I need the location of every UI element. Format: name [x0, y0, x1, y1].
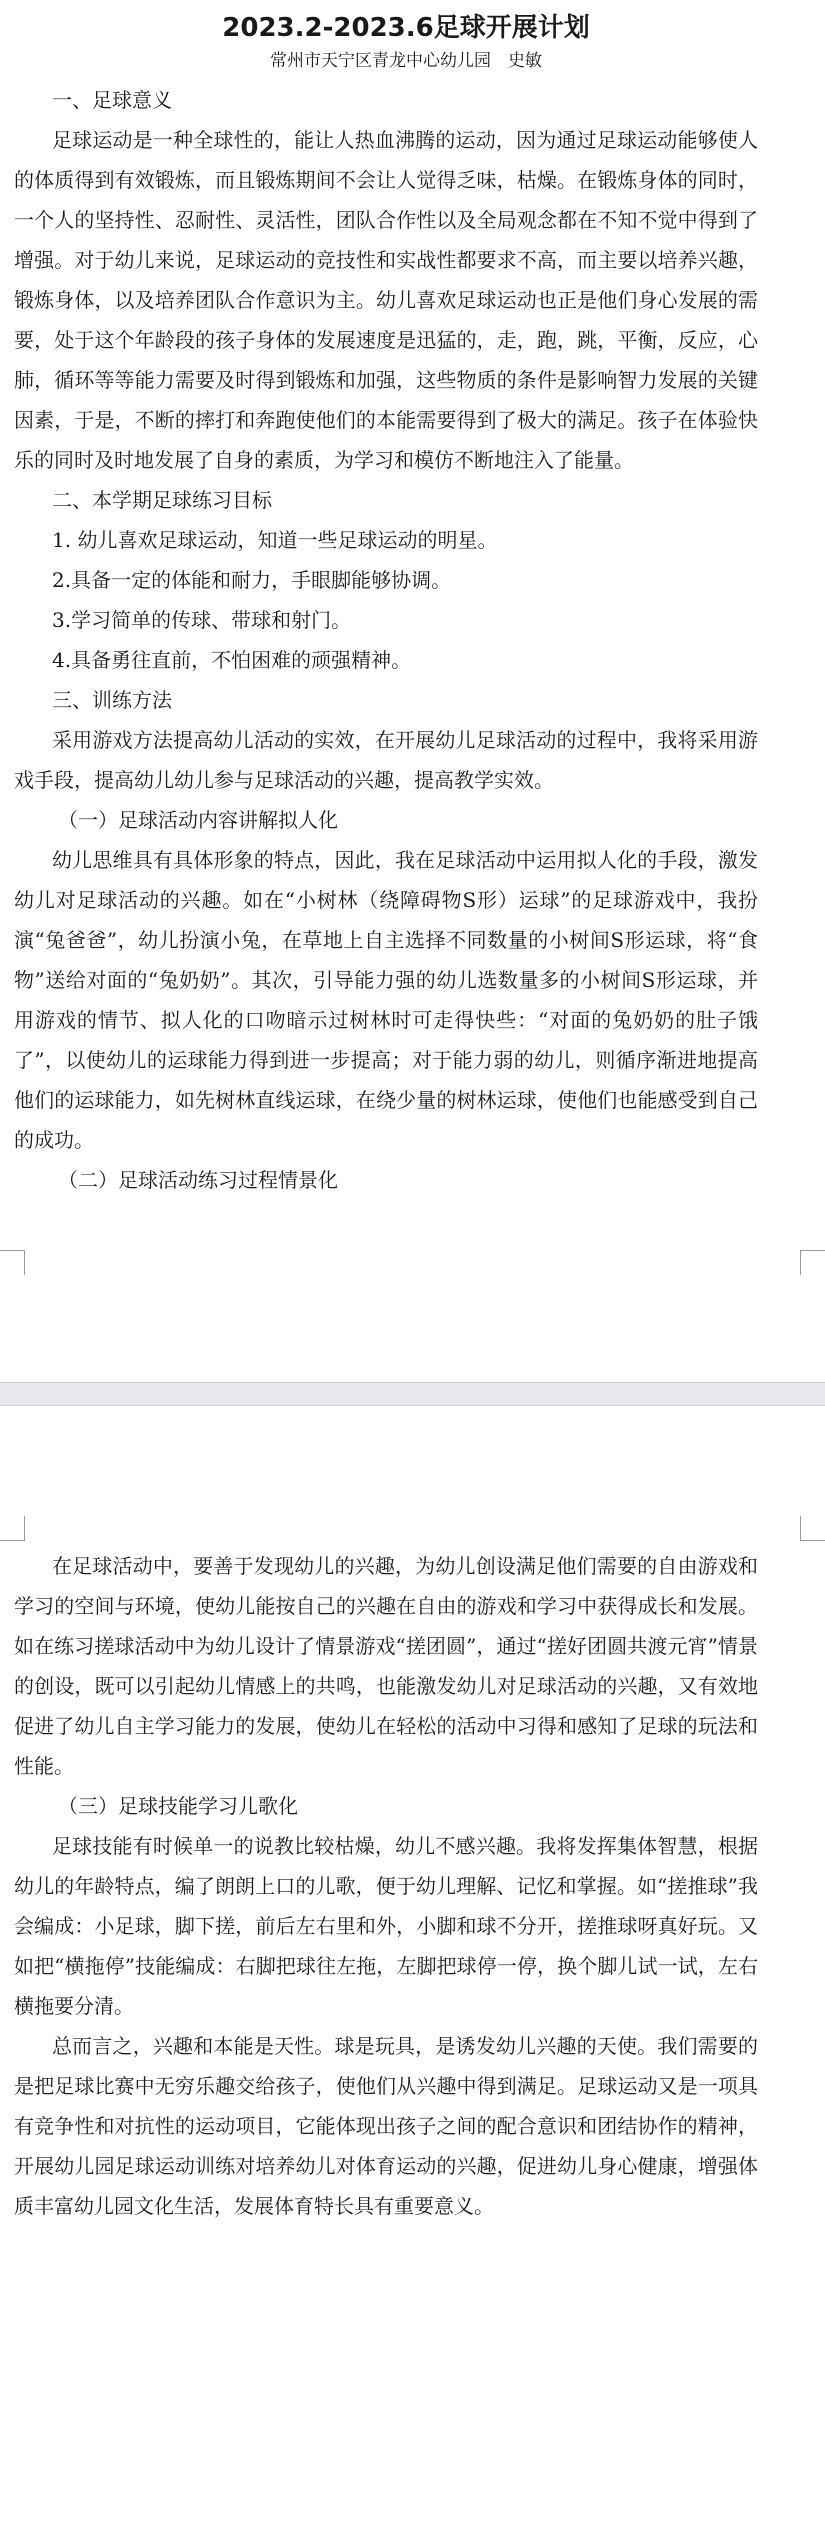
section-1-paragraph: 足球运动是一种全球性的，能让人热血沸腾的运动，因为通过足球运动能够使人的体质得到有效锻炼，而且锻炼期间不会让人觉得乏味，枯燥。在锻炼身体的同时，一个人的坚持性、忍耐性、灵活性，团队合作性以及全局观念都在不知不觉中得到了增强。对于幼儿来说，足球运动的竞技性和实战性都要求不高，而主要以培养兴趣，锻炼身体，以及培养团队合作意识为主。幼儿喜欢足球运动也正是他们身心发展的需要，处于这个年龄段的孩子身体的发展速度是迅猛的，走，跑，跳，平衡，反应，心肺，循环等等能力需要及时得到锻炼和加强，这些物质的条件是影响智力发展的关键因素，于是，不断的摔打和奔跑使他们的本能需要得到了极大的满足。孩子在体验快乐的同时及时地发展了自身的素质，为学习和模仿不断地注入了能量。	[14, 128, 758, 472]
subsection-1-paragraph: 幼儿思维具有具体形象的特点，因此，我在足球活动中运用拟人化的手段，激发幼儿对足球活动的兴趣。如在“小树林（绕障碍物S形）运球”的足球游戏中，我扮演“兔爸爸”，幼儿扮演小兔，在草地上自主选择不同数量的小树间S形运球，将“食物”送给对面的“兔奶奶”。其次，引导能力强的幼儿选数量多的小树间S形运球，并用游戏的情节、拟人化的口吻暗示过树林时可走得快些：“对面的兔奶奶的肚子饿了”，以使幼儿的运球能力得到进一步提高；对于能力弱的幼儿，则循序渐进地提高他们的运球能力，如先树林直线运球，在绕少量的树林运球，使他们也能感受到自己的成功。	[14, 848, 758, 1152]
goal-item-4: 4.具备勇往直前，不怕困难的顽强精神。	[52, 648, 412, 672]
document-page-2	[0, 1406, 825, 2533]
page-1-content	[14, 10, 758, 1200]
section-2-heading: 二、本学期足球练习目标	[52, 488, 272, 512]
section-3-intro: 采用游戏方法提高幼儿活动的实效，在开展幼儿足球活动的过程中，我将采用游戏手段，提高幼儿幼儿参与足球活动的兴趣，提高教学实效。	[14, 728, 758, 792]
subsection-3-paragraph: 足球技能有时候单一的说教比较枯燥，幼儿不感兴趣。我将发挥集体智慧，根据幼儿的年龄特点，编了朗朗上口的儿歌，便于幼儿理解、记忆和掌握。如“搓推球”我会编成：小足球，脚下搓，前后左右里和外，小脚和球不分开，搓推球呀真好玩。又如把“横拖停”技能编成：右脚把球往左拖，左脚把球停一停，换个脚儿试一试，左右横拖要分清。	[14, 1834, 758, 2018]
conclusion-paragraph: 总而言之，兴趣和本能是天性。球是玩具，是诱发幼儿兴趣的天使。我们需要的是把足球比赛中无穷乐趣交给孩子，使他们从兴趣中得到满足。足球运动又是一项具有竞争性和对抗性的运动项目，它能体现出孩子之间的配合意识和团结协作的精神，开展幼儿园足球运动训练对培养幼儿对体育运动的兴趣，促进幼儿身心健康，增强体质丰富幼儿园文化生活，发展体育特长具有重要意义。	[14, 2034, 758, 2218]
subsection-1-heading: （一）足球活动内容讲解拟人化	[58, 808, 338, 832]
subsection-2-paragraph: 在足球活动中，要善于发现幼儿的兴趣，为幼儿创设满足他们需要的自由游戏和学习的空间与环境，使幼儿能按自己的兴趣在自由的游戏和学习中获得成长和发展。如在练习搓球活动中为幼儿设计了情景游戏“搓团圆”，通过“搓好团圆共渡元宵”情景的创设，既可以引起幼儿情感上的共鸣，也能激发幼儿对足球活动的兴趣，又有效地促进了幼儿自主学习能力的发展，使幼儿在轻松的活动中习得和感知了足球的玩法和性能。	[14, 1554, 758, 1778]
section-3-heading: 三、训练方法	[52, 688, 172, 712]
margin-corner-mark	[800, 1516, 825, 1541]
page-2-content	[14, 1546, 758, 2226]
goal-item-1: 1. 幼儿喜欢足球运动，知道一些足球运动的明星。	[52, 528, 498, 552]
margin-corner-mark	[0, 1250, 25, 1275]
document-title: 2023.2-2023.6足球开展计划	[222, 13, 590, 43]
section-1-heading: 一、足球意义	[52, 88, 172, 112]
document-author: 常州市天宁区青龙中心幼儿园 史敏	[270, 51, 542, 71]
margin-corner-mark	[0, 1516, 25, 1541]
goal-item-3: 3.学习简单的传球、带球和射门。	[52, 608, 352, 632]
margin-corner-mark	[800, 1250, 825, 1275]
goal-item-2: 2.具备一定的体能和耐力，手眼脚能够协调。	[52, 568, 452, 592]
page-separator	[0, 1382, 825, 1406]
subsection-3-heading: （三）足球技能学习儿歌化	[58, 1794, 298, 1818]
subsection-2-heading: （二）足球活动练习过程情景化	[58, 1168, 338, 1192]
